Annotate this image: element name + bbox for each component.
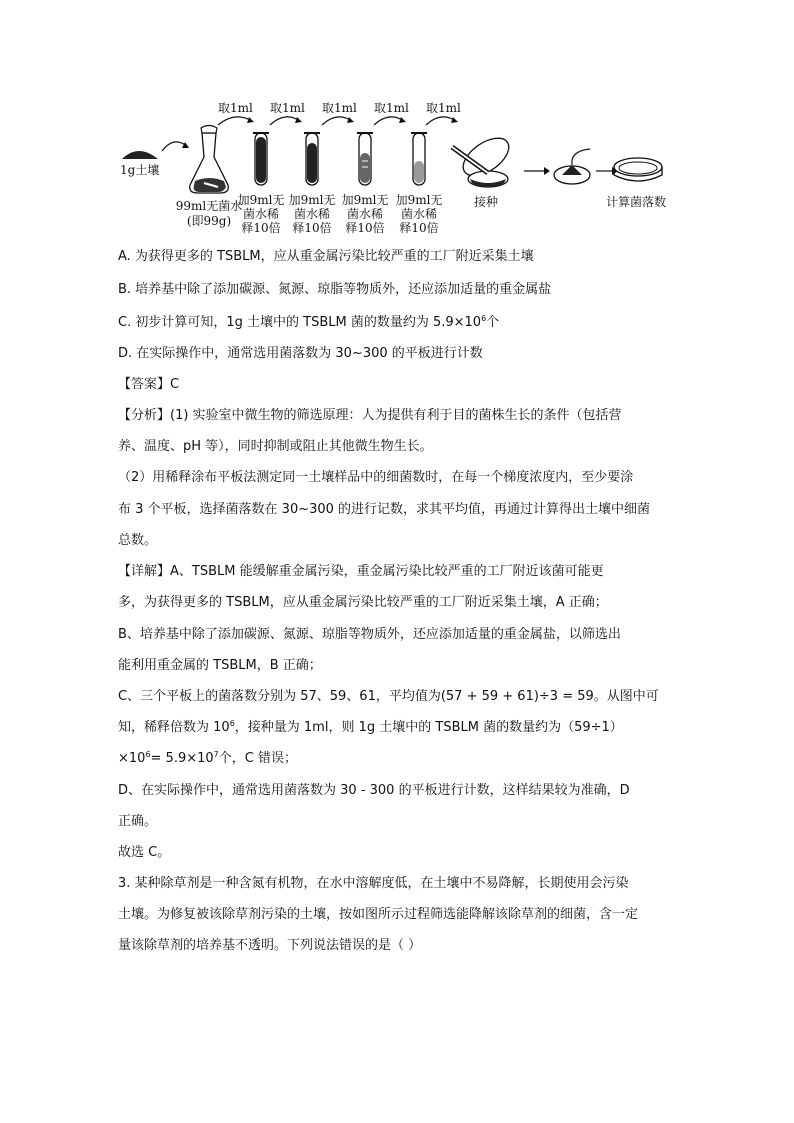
tube-3-label: 加9ml无 菌水稀 释10倍 — [341, 193, 389, 235]
option-d: D. 在实际操作中，通常选用菌落数为 30~300 的平板进行计数 — [118, 346, 483, 361]
question-3-line: 土壤。为修复被该除草剂污染的土壤，按如图所示过程筛选能降解该除草剂的细菌，含一定 — [118, 907, 639, 922]
petri-dish-inoculate-icon — [452, 131, 515, 187]
analysis-line: 总数。 — [118, 533, 158, 548]
detail-line: C、三个平板上的菌落数分别为 57、59、61，平均值为(57 + 59 + 61)÷3 = 59。从图中可 — [118, 689, 659, 704]
flask-label: 99ml无菌水 — [175, 199, 243, 213]
test-tube-1-icon — [253, 133, 269, 185]
tube-4-label: 加9ml无 菌水稀 释10倍 — [395, 193, 443, 235]
detail-line: 知，稀释倍数为 $10^6$，接种量为 1ml，则 1g 土壤中的 TSBLM 菌的数量约为（59÷1） — [118, 719, 623, 735]
question-3-line: 量该除草剂的培养基不透明。下列说法错误的是（ ） — [118, 938, 422, 953]
tube-2-label: 加9ml无 菌水稀 释10倍 — [288, 193, 336, 235]
tube-1-label: 加9ml无 菌水稀 释10倍 — [237, 193, 285, 235]
petri-dish-count-icon — [614, 158, 662, 181]
inoculate-label: 接种 — [474, 195, 499, 209]
option-c: C. 初步计算可知，1g 土壤中的 TSBLM 菌的数量约为 $5.9\times 10^6$个 — [118, 314, 500, 330]
detail-line: $\times 10^6= 5.9\times 10^7$个，C 错误； — [118, 750, 297, 766]
soil-label: 1g土壤 — [120, 163, 160, 177]
analysis-line: （2）用稀释涂布平板法测定同一土壤样品中的细菌数时，在每一个梯度浓度内，至少要涂 — [118, 470, 634, 485]
step-label: 取1ml — [218, 101, 253, 115]
option-a: A. 为获得更多的 TSBLM，应从重金属污染比较严重的工厂附近采集土壤 — [118, 249, 534, 264]
question-3-line: 3. 某种除草剂是一种含氮有机物，在水中溶解度低，在土壤中不易降解，长期使用会污染 — [118, 876, 629, 891]
dilution-diagram — [100, 95, 700, 245]
option-b: B. 培养基中除了添加碳源、氮源、琼脂等物质外，还应添加适量的重金属盐 — [118, 282, 552, 297]
detail-line: 多，为获得更多的 TSBLM，应从重金属污染比较严重的工厂附近采集土壤，A 正确； — [118, 595, 608, 610]
step-label: 取1ml — [322, 101, 357, 115]
answer-line: 【答案】C — [118, 377, 180, 392]
detail-line: B、培养基中除了添加碳源、氮源、琼脂等物质外，还应添加适量的重金属盐，以筛选出 — [118, 627, 621, 642]
detail-line: 能利用重金属的 TSBLM，B 正确； — [118, 658, 322, 673]
test-tube-2-icon — [304, 133, 320, 185]
detail-line: 【详解】A、TSBLM 能缓解重金属污染，重金属污染比较严重的工厂附近该菌可能更 — [118, 564, 604, 579]
step-label: 取1ml — [374, 101, 409, 115]
soil-pile-icon — [122, 151, 158, 159]
analysis-line: 【分析】(1) 实验室中微生物的筛选原理：人为提供有利于目的菌株生长的条件（包括营 — [118, 408, 622, 423]
detail-line: D、在实际操作中，通常选用菌落数为 30 - 300 的平板进行计数，这样结果较为准确，D — [118, 783, 630, 798]
test-tube-3-icon — [357, 133, 373, 185]
detail-line: 故选 C。 — [118, 845, 171, 860]
analysis-line: 养、温度、pH 等），同时抑制或阻止其他微生物生长。 — [118, 439, 433, 454]
step-label: 取1ml — [270, 101, 305, 115]
flask-label-sub: (即99g) — [186, 214, 232, 228]
petri-dish-spread-icon — [554, 149, 590, 184]
count-label: 计算菌落数 — [606, 195, 667, 209]
test-tube-4-icon — [411, 133, 427, 185]
detail-line: 正确。 — [118, 814, 158, 829]
analysis-line: 布 3 个平板，选择菌落数在 30~300 的进行记数，求其平均值，再通过计算得出土壤中细菌 — [118, 502, 651, 517]
step-label: 取1ml — [426, 101, 461, 115]
step-arrows — [218, 117, 456, 125]
